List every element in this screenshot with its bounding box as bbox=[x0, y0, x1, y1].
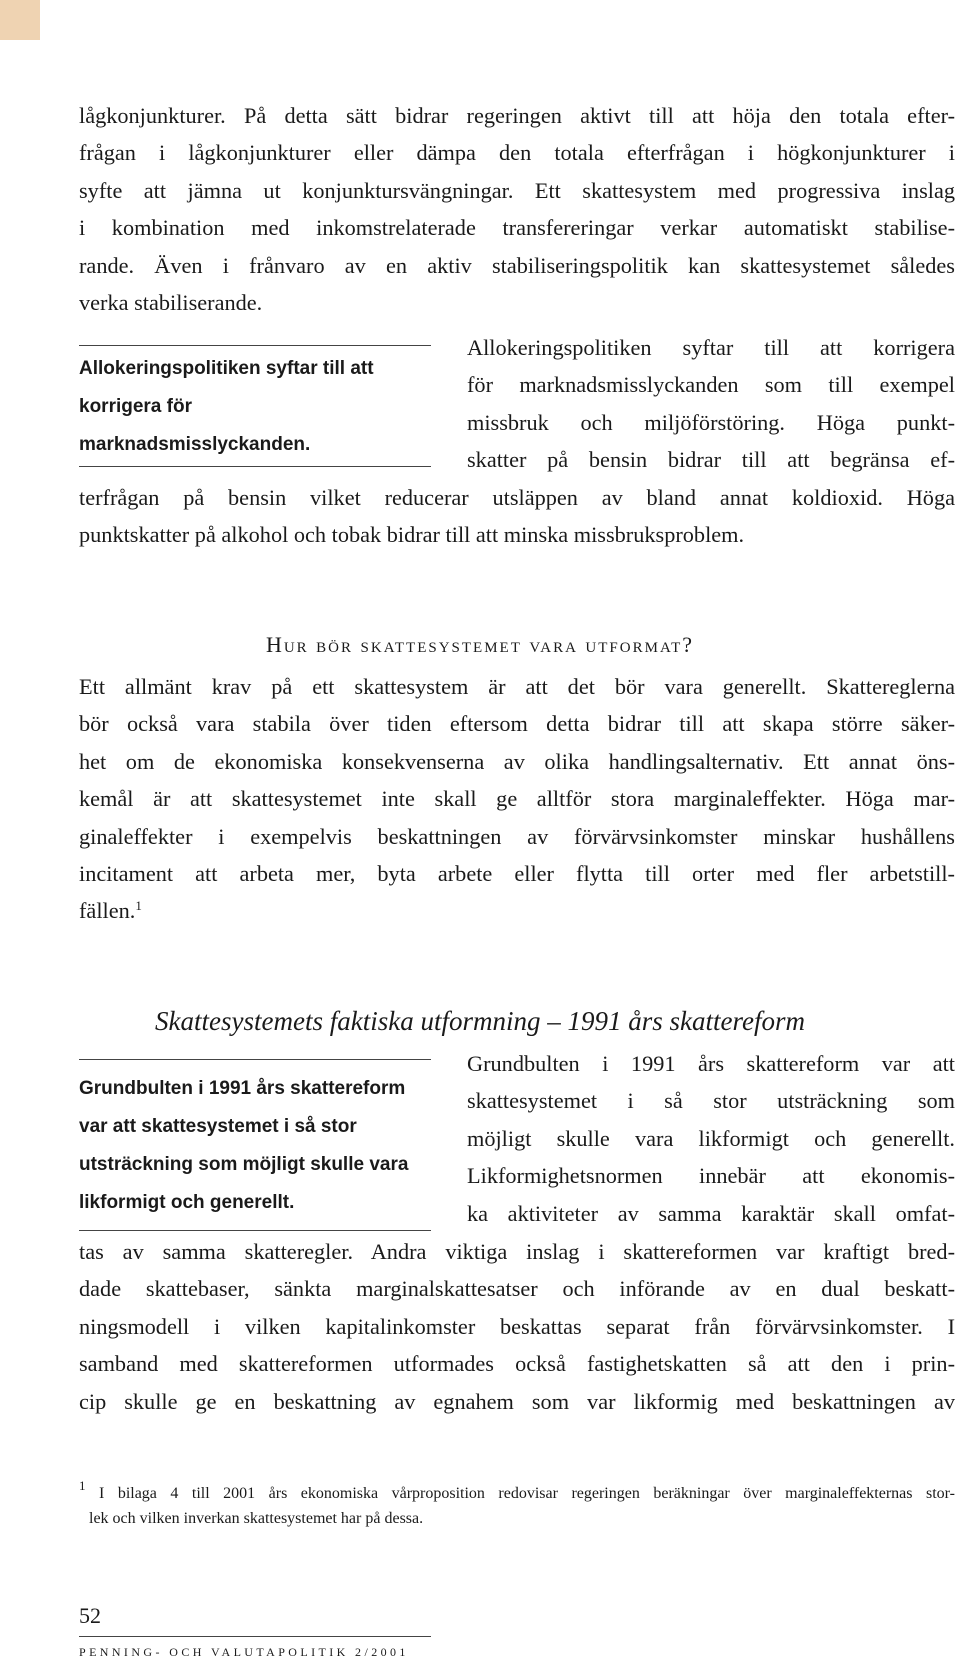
text-line: rande. Även i frånvaro av en aktiv stabiliseringspolitik kan skattesystemet således bbox=[79, 252, 955, 278]
pull-quote-line: likformigt och generellt. bbox=[79, 1192, 295, 1213]
footnote bbox=[79, 1478, 956, 1531]
pull-quote-line: Allokeringspolitiken syftar till att bbox=[79, 358, 374, 379]
text-line: tas av samma skatteregler. Andra viktiga inslag i skattereformen var kraftigt bred- bbox=[79, 1239, 955, 1264]
text-line: för marknadsmisslyckanden som till exempel bbox=[467, 372, 955, 398]
text-line: bör också vara stabila över tiden eftersom detta bidrar till att skapa större säker- bbox=[79, 711, 955, 737]
text-segment: I bilaga 4 till 2001 års ekonomiska vårproposition redovisar regeringen beräkningar över marginaleffekternas stor- bbox=[99, 1485, 956, 1502]
text-line: missbruk och miljöförstöring. Höga punkt- bbox=[467, 409, 955, 435]
paragraph-2-wide bbox=[79, 479, 955, 554]
text-line: syfte att jämna ut konjunktursvängningar. Ett skattesystem med progressiva inslag bbox=[79, 177, 955, 203]
text-line: frågan i lågkonjunkturer eller dämpa den totala efterfrågan i högkonjunkturer i bbox=[79, 140, 955, 166]
pull-quote-1 bbox=[79, 345, 431, 467]
pull-quote-2 bbox=[79, 1059, 431, 1231]
text-line: ka aktiviteter av samma karaktär skall omfat- bbox=[467, 1200, 955, 1226]
text-line: dade skattebaser, sänkta marginalskattesatser och införande av en dual beskatt- bbox=[79, 1276, 955, 1302]
paragraph-2-narrow bbox=[467, 329, 955, 479]
text-line: kemål är att skattesystemet inte skall ge alltför stora marginaleffekter. Höga mar- bbox=[79, 786, 955, 812]
pull-quote-line: var att skattesystemet i så stor bbox=[79, 1116, 357, 1137]
text-line: Grundbulten i 1991 års skattereform var att bbox=[467, 1051, 955, 1076]
text-line: ningsmodell i vilken kapitalinkomster beskattas separat från förvärvsinkomster. I bbox=[79, 1313, 955, 1339]
text-line: terfrågan på bensin vilket reducerar utsläppen av bland annat koldioxid. Höga bbox=[79, 485, 955, 510]
text-line: Ett allmänt krav på ett skattesystem är att det bör vara generellt. Skattereglerna bbox=[79, 674, 955, 699]
text-line: punktskatter på alkohol och tobak bidrar till att minska missbruksproblem. bbox=[79, 522, 745, 548]
text-line: i kombination med inkomstrelaterade transfereringar verkar automatiskt stabilise- bbox=[79, 215, 955, 241]
pull-quote-line: korrigera för bbox=[79, 396, 192, 417]
text-line: skatter på bensin bidrar till att begränsa ef- bbox=[467, 447, 955, 473]
text-line: incitament att arbeta mer, byta arbete eller flytta till orter med fler arbetstill- bbox=[79, 861, 955, 887]
text-segment: fällen. bbox=[79, 898, 136, 924]
section-heading: Hur bör skattesystemet vara utformat? bbox=[265, 632, 695, 657]
footnote-line bbox=[79, 1478, 956, 1506]
pull-quote-line: marknadsmisslyckanden. bbox=[79, 434, 311, 455]
text-line: lågkonjunkturer. På detta sätt bidrar regeringen aktivt till att höja den totala efter- bbox=[79, 103, 955, 128]
corner-decoration bbox=[0, 0, 40, 40]
section-heading-italic: Skattesystemets faktiska utformning – 1991 års skattereform bbox=[155, 1006, 805, 1036]
pull-quote-line: utsträckning som möjligt skulle vara bbox=[79, 1154, 409, 1175]
footnote-line: lek och vilken inverkan skattesystemet har på dessa. bbox=[89, 1510, 424, 1527]
pull-quote-line: Grundbulten i 1991 års skattereform bbox=[79, 1078, 406, 1099]
text-line: skattesystemet i så stor utsträckning som bbox=[467, 1088, 955, 1114]
text-line bbox=[79, 892, 955, 929]
footer-rule bbox=[79, 1636, 431, 1637]
text-line: Allokeringspolitiken syftar till att korrigera bbox=[467, 335, 955, 360]
text-line: samband med skattereformen utformades också fastighetskatten så att den i prin- bbox=[79, 1351, 955, 1377]
text-line: möjligt skulle vara likformigt och generellt. bbox=[467, 1125, 955, 1151]
text-line: verka stabiliserande. bbox=[79, 290, 263, 316]
paragraph-4-narrow bbox=[467, 1045, 955, 1232]
text-line: Likformighetsnormen innebär att ekonomis- bbox=[467, 1163, 955, 1189]
footnote-mark: 1 bbox=[79, 1478, 86, 1493]
footnote-reference[interactable]: 1 bbox=[135, 898, 142, 914]
paragraph-3 bbox=[79, 668, 955, 930]
text-line: het om de ekonomiska konsekvenserna av olika handlingsalternativ. Ett annat öns- bbox=[79, 748, 955, 774]
paragraph-1 bbox=[79, 97, 955, 321]
paragraph-4-wide bbox=[79, 1233, 955, 1420]
text-line: ginaleffekter i exempelvis beskattningen av förvärvsinkomster minskar hushållens bbox=[79, 823, 955, 849]
page-number: 52 bbox=[79, 1603, 101, 1628]
running-footer: PENNING- OCH VALUTAPOLITIK 2/2001 bbox=[79, 1645, 409, 1659]
text-line: cip skulle ge en beskattning av egnahem som var likformig med beskattningen av bbox=[79, 1388, 955, 1414]
